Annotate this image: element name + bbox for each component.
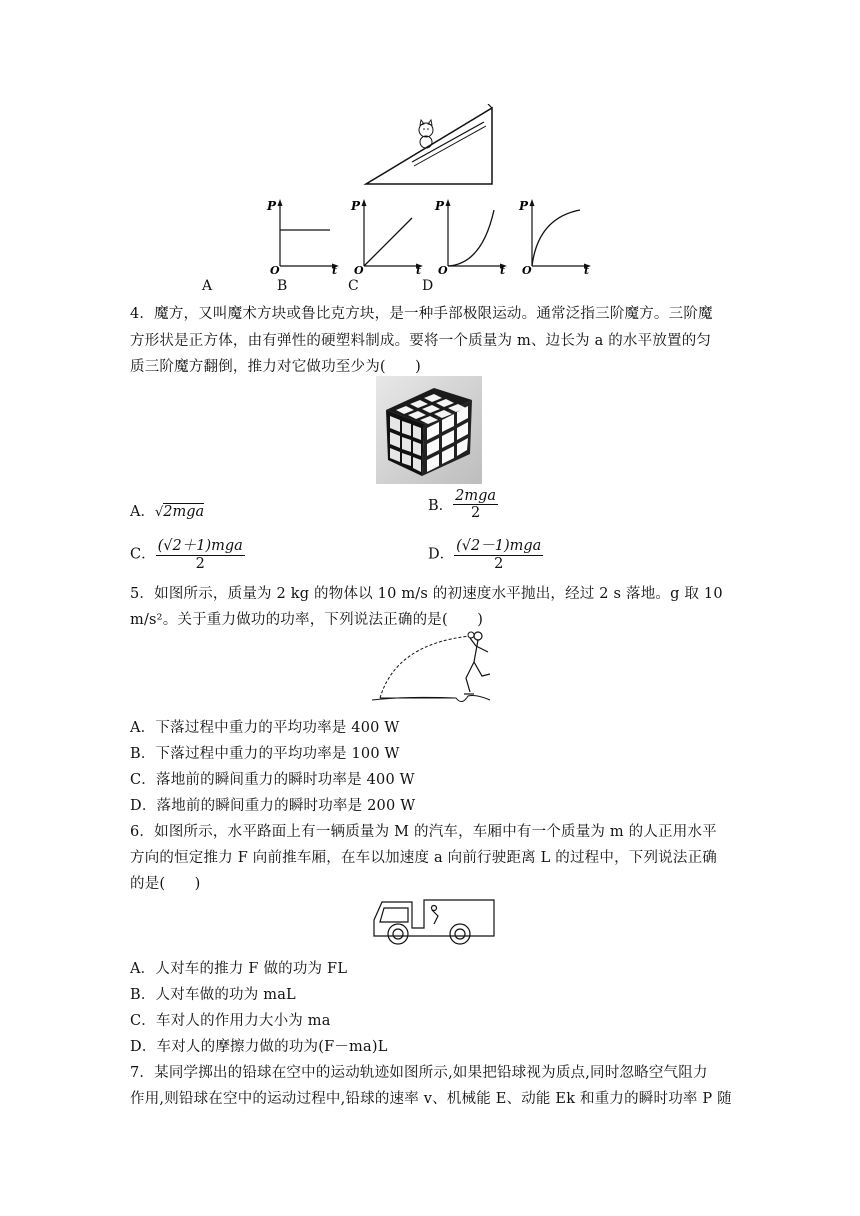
projectile-throw-figure <box>366 624 504 712</box>
axis-label-p: P <box>519 199 529 213</box>
q5-option-d: D．落地前的瞬间重力的瞬时功率是 200 W <box>130 798 416 814</box>
truck-figure <box>368 894 500 950</box>
q6-line-3: 的是( ) <box>130 876 201 892</box>
q5-line-2: m/s²。关于重力做功的功率，下列说法正确的是( ) <box>130 612 484 628</box>
incline-figure <box>360 104 500 190</box>
q6-option-b: B．人对车做的功为 maL <box>130 987 296 1003</box>
option-c-numerator: (√2＋1)mga <box>156 534 245 556</box>
option-prefix: D． <box>428 546 455 563</box>
q4-option-b <box>428 488 498 521</box>
axis-label-t: t <box>500 264 506 274</box>
axis-label-origin: O <box>438 264 448 274</box>
axis-label-p: P <box>351 199 361 213</box>
q5-line-1: 5．如图所示，质量为 2 kg 的物体以 10 m/s 的初速度水平抛出，经过 2 s 落地。g 取 10 <box>130 586 723 602</box>
q5-option-a: A．下落过程中重力的平均功率是 400 W <box>130 720 400 736</box>
option-b-numerator: 2mga <box>455 488 497 504</box>
pt-graph-b <box>346 196 426 274</box>
q6-option-d: D．车对人的摩擦力做的功为(F－ma)L <box>130 1039 388 1055</box>
graph-label-b: B <box>277 278 288 294</box>
option-prefix: B． <box>428 498 454 514</box>
pt-graph-c <box>430 196 510 274</box>
q5-option-b: B．下落过程中重力的平均功率是 100 W <box>130 746 400 762</box>
q4-line-3: 质三阶魔方翻倒，推力对它做功至少为( ) <box>130 359 422 375</box>
rubiks-cube-image <box>376 376 482 484</box>
graph-label-a: A <box>202 278 213 294</box>
option-a-value: 2mga <box>163 504 205 520</box>
q6-option-a: A．人对车的推力 F 做的功为 FL <box>130 961 348 977</box>
q6-line-2: 方向的恒定推力 F 向前推车厢，在车以加速度 a 向前行驶距离 L 的过程中，下列说法正确 <box>130 850 717 866</box>
pt-graph-a <box>262 196 342 274</box>
q4-option-a: A．√2mga <box>130 504 205 520</box>
pt-graph-d <box>514 196 594 274</box>
axis-label-p: P <box>267 199 277 213</box>
axis-label-t: t <box>416 264 422 274</box>
q6-line-1: 6．如图所示，水平路面上有一辆质量为 M 的汽车，车厢中有一个质量为 m 的人正用水平 <box>130 824 717 840</box>
option-d-denominator: 2 <box>494 556 504 572</box>
option-prefix: A． <box>130 504 155 520</box>
axis-label-origin: O <box>270 264 280 274</box>
q7-line-1: 7．某同学掷出的铅球在空中的运动轨迹如图所示,如果把铅球视为质点,同时忽略空气阻力 <box>130 1065 708 1081</box>
axis-label-origin: O <box>354 264 364 274</box>
graph-label-d: D <box>422 278 434 294</box>
option-prefix: C． <box>130 546 156 563</box>
q5-option-c: C．落地前的瞬间重力的瞬时功率是 400 W <box>130 772 415 788</box>
cat-icon <box>419 120 433 148</box>
axis-label-origin: O <box>522 264 532 274</box>
axis-label-p: P <box>435 199 445 213</box>
graph-label-c: C <box>348 278 359 294</box>
axis-label-t: t <box>332 264 338 274</box>
option-b-denominator: 2 <box>470 505 481 521</box>
option-c-denominator: 2 <box>195 556 205 572</box>
q7-line-2: 作用,则铅球在空中的运动过程中,铅球的速率 v、机械能 E、动能 Ek 和重力的瞬时功率 P 随 <box>130 1091 732 1107</box>
axis-label-t: t <box>584 264 590 274</box>
option-d-numerator: (√2－1)mga <box>454 534 543 556</box>
q4-line-1: 4．魔方，又叫魔术方块或鲁比克方块，是一种手部极限运动。通常泛指三阶魔方。三阶魔 <box>130 306 713 322</box>
person-icon <box>464 632 490 694</box>
q4-option-c <box>130 534 245 572</box>
q6-option-c: C．车对人的作用力大小为 ma <box>130 1013 331 1029</box>
q4-line-2: 方形状是正方体，由有弹性的硬塑料制成。要将一个质量为 m、边长为 a 的水平放置的匀 <box>130 333 712 349</box>
q4-option-d <box>428 534 543 572</box>
